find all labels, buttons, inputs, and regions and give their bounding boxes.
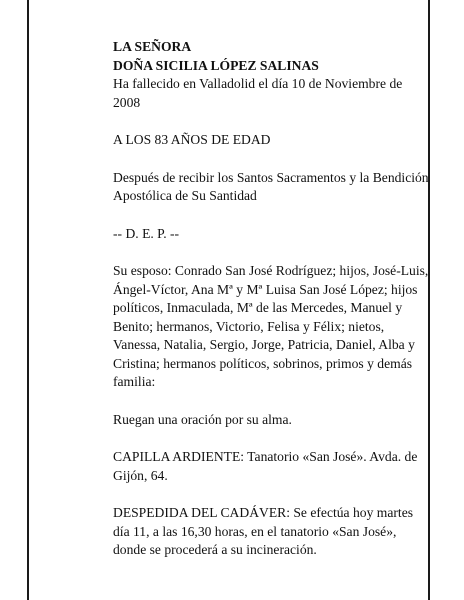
obituary-notice bbox=[113, 38, 430, 579]
age-statement: A LOS 83 AÑOS DE EDAD bbox=[113, 132, 271, 147]
sacraments-statement: Después de recibir los Santos Sacramentos y la Bendición Apostólica de Su Santidad bbox=[113, 169, 429, 203]
rip-line: -- D. E. P. -- bbox=[113, 225, 180, 241]
heading-title: LA SEÑORA bbox=[113, 39, 192, 54]
death-statement: Ha fallecido en Valladolid el día 10 de Noviembre de 2008 bbox=[113, 76, 403, 110]
prayer-request: Ruegan una oración por su alma. bbox=[113, 411, 292, 427]
farewell-info: DESPEDIDA DEL CADÁVER: Se efectúa hoy martes día 11, a las 16,30 horas, en el tanatorio «San José», donde se procederá a su incineración. bbox=[113, 505, 414, 557]
deceased-name: DOÑA SICILIA LÓPEZ SALINAS bbox=[113, 57, 319, 73]
chapel-info: CAPILLA ARDIENTE: Tanatorio «San José». Avda. de Gijón, 64. bbox=[113, 449, 418, 483]
family-list: Su esposo: Conrado San José Rodríguez; hijos, José-Luis, Ángel-Víctor, Ana Mª y Mª Luisa San José López; hijos políticos, Inmaculada, Mª de las Mercedes, Manuel y Benito; hermanos, Victorio, Felisa y Félix; nietos, Vanessa, Natalia, Sergio, Jorge, Patricia, Daniel, Alba y Cristina; hermanos políticos, sobrinos, primos y demás familia: bbox=[113, 263, 429, 389]
